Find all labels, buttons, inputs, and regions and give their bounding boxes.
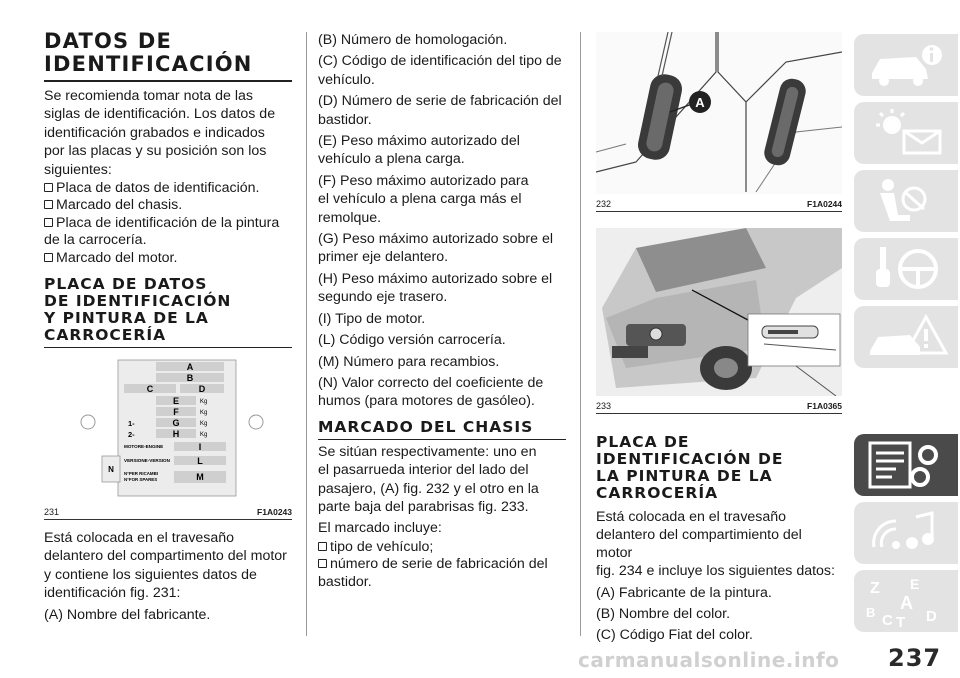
bullet-square-icon	[44, 183, 53, 192]
figure-caption	[596, 199, 842, 212]
bullet-square-icon	[318, 542, 327, 551]
section-title-chassis: MARCADO DEL CHASIS	[318, 419, 566, 440]
plate-kg: Kg	[200, 432, 208, 439]
plate-description: Está colocada en el travesaño delantero del compartimento del motor y contiene los siguientes datos de identificación fig. 231: (A) Nombre del fabricante.	[44, 530, 287, 623]
key-steering-icon	[866, 243, 950, 295]
technical-data-icon	[866, 439, 950, 491]
list-item-line: segundo eje trasero.	[318, 289, 448, 306]
list-item-line: (F) Peso máximo autorizado para	[318, 172, 529, 189]
list-item-continuation: bastidor.	[318, 573, 372, 590]
plate-row-1: 1-	[128, 419, 135, 429]
figure-code: F1A0244	[807, 199, 842, 209]
tab-emergency[interactable]	[854, 306, 958, 368]
plate-label-b: B	[186, 373, 194, 384]
identification-plate-diagram	[44, 352, 292, 502]
list-item-line: (G) Peso máximo autorizado sobre el	[318, 231, 553, 248]
list-item-line: humos (para motores de gasóleo).	[318, 393, 535, 410]
list-item	[318, 375, 566, 411]
list-item-line: (I) Tipo de motor.	[318, 310, 426, 327]
list-item: número de serie de fabricación del	[318, 556, 566, 573]
tab-multimedia[interactable]	[854, 502, 958, 564]
plate-ricambi: N°PER RICAMBI	[124, 471, 158, 477]
list-item-line: (C) Código de identificación del tipo de	[318, 53, 562, 70]
list-item	[318, 173, 566, 227]
middle-column	[318, 32, 566, 591]
plate-kg: Kg	[200, 410, 208, 417]
tab-warning-lights[interactable]	[854, 102, 958, 164]
list-item-line: el vehículo a plena carga más el	[318, 191, 522, 208]
figure-code: F1A0243	[257, 507, 292, 518]
multimedia-icon	[866, 507, 950, 559]
svg-text:A: A	[900, 593, 913, 613]
list-item-line: (B) Número de homologación.	[318, 32, 508, 48]
left-column	[44, 30, 292, 625]
plate-label-e: E	[172, 396, 180, 407]
page-title: DATOS DE IDENTIFICACIÓN	[44, 30, 292, 82]
figure-233	[596, 228, 842, 414]
list-item-line: (M) Número para recambios.	[318, 353, 500, 370]
bullet-square-icon	[44, 253, 53, 262]
plate-versione: VERSIONE-VERSION	[124, 458, 170, 464]
watermark: carmanualsonline.info	[578, 648, 840, 672]
list-item-line: vehículo.	[318, 71, 375, 88]
svg-text:D: D	[926, 608, 937, 625]
intro-paragraph: Se recomienda tomar nota de las siglas de identificación. Los datos de identificación grabados e indicados por las placas y su posición son los siguientes:	[44, 88, 276, 178]
svg-text:T: T	[896, 614, 906, 627]
figure-caption	[44, 507, 292, 520]
index-icon	[866, 575, 950, 627]
svg-text:C: C	[882, 612, 893, 627]
tab-index[interactable]	[854, 570, 958, 632]
section-title-paint-plate: PLACA DE IDENTIFICACIÓN DE LA PINTURA DE LA CARROCERÍA	[596, 433, 784, 502]
plate-label-m: M	[196, 472, 204, 483]
plate-label-h: H	[172, 429, 180, 440]
plate-motore: MOTORE-ENGINE	[124, 444, 164, 450]
list-item-line: (L) Código versión carrocería.	[318, 332, 506, 349]
chassis-list	[318, 539, 566, 591]
section-title-plate: PLACA DE DATOS DE IDENTIFICACIÓN Y PINTURA DE LA CARROCERÍA	[44, 276, 292, 348]
list-item	[318, 311, 566, 328]
list-item: Placa de datos de identificación.	[44, 180, 292, 197]
plate-label-n: N	[108, 465, 114, 475]
plate-kg: Kg	[200, 421, 208, 428]
figure-code: F1A0365	[807, 401, 842, 411]
plate-label-g: G	[172, 418, 180, 429]
warning-lights-icon	[866, 107, 950, 159]
figure-number: 231	[44, 507, 60, 518]
list-item: Marcado del motor.	[44, 250, 292, 267]
column-divider	[580, 32, 581, 636]
svg-text:E: E	[910, 576, 920, 592]
plate-label-f: F	[173, 407, 179, 418]
list-item	[318, 32, 566, 49]
list-item	[318, 354, 566, 371]
plate-row-2: 2-	[128, 430, 135, 440]
tab-starting-driving[interactable]	[854, 238, 958, 300]
figure-caption	[596, 401, 842, 414]
page-number: 237	[888, 644, 942, 672]
plate-label-l: L	[197, 456, 203, 467]
car-info-icon	[866, 39, 950, 91]
list-item: Placa de identificación de la pintura	[44, 215, 292, 232]
paint-plate-text: Está colocada en el travesaño delantero del compartimiento del motor fig. 234 e incluye los siguientes datos: (A) Fabricante de la pintura. (B) Nombre del color. (C) Código Fiat del color.	[596, 509, 835, 644]
tab-safety[interactable]	[854, 170, 958, 232]
list-item: tipo de vehículo;	[318, 539, 566, 556]
plate-spares: N°FOR SPARES	[124, 477, 158, 483]
list-item	[318, 332, 566, 349]
list-item-line: (D) Número de serie de fabricación del	[318, 93, 562, 110]
list-item-line: (H) Peso máximo autorizado sobre el	[318, 270, 553, 287]
chassis-text: Se sitúan respectivamente: uno en el pasarrueda interior del lado del pasajero, (A) fig. 232 y el otro en la parte baja del parabrisas fig. 233. El marcado incluye:	[318, 443, 539, 537]
figure-232	[596, 32, 842, 212]
wheel-arch-marking-illustration	[596, 32, 842, 194]
list-item	[318, 53, 566, 89]
figure-number: 232	[596, 199, 612, 209]
list-item-line: vehículo a plena carga.	[318, 151, 465, 168]
bullet-square-icon	[44, 218, 53, 227]
figure-231	[44, 352, 292, 518]
list-item: Marcado del chasis.	[44, 197, 292, 214]
bullet-square-icon	[318, 559, 327, 568]
list-item-line: primer eje delantero.	[318, 249, 449, 266]
plate-label-d: D	[198, 384, 206, 395]
svg-text:Z: Z	[870, 580, 880, 597]
list-item-line: remolque.	[318, 209, 382, 226]
figure-number: 233	[596, 401, 612, 411]
plate-label-a: A	[186, 362, 194, 373]
list-item	[318, 231, 566, 267]
tab-technical-data[interactable]	[854, 434, 958, 496]
plate-kg: Kg	[200, 399, 208, 406]
callout-a-label: A	[695, 95, 705, 110]
chapter-sidebar	[848, 34, 960, 627]
column-divider	[306, 32, 307, 636]
plate-fields-list	[318, 32, 566, 411]
list-item	[318, 271, 566, 307]
list-item	[318, 133, 566, 169]
list-item-line: bastidor.	[318, 111, 372, 128]
list-item-continuation: de la carrocería.	[44, 232, 147, 249]
emergency-icon	[866, 311, 950, 363]
list-item-line: (N) Valor correcto del coeficiente de	[318, 374, 544, 391]
plate-label-i: I	[198, 442, 202, 453]
van-windshield-marking-illustration	[596, 228, 842, 396]
airbag-seat-icon	[866, 175, 950, 227]
tab-car-info[interactable]	[854, 34, 958, 96]
plate-label-c: C	[146, 384, 154, 395]
list-item	[318, 93, 566, 129]
bullet-square-icon	[44, 200, 53, 209]
right-column	[596, 32, 842, 646]
list-item-line: (E) Peso máximo autorizado del	[318, 133, 520, 150]
identification-list	[44, 180, 292, 267]
svg-text:B: B	[866, 605, 876, 620]
